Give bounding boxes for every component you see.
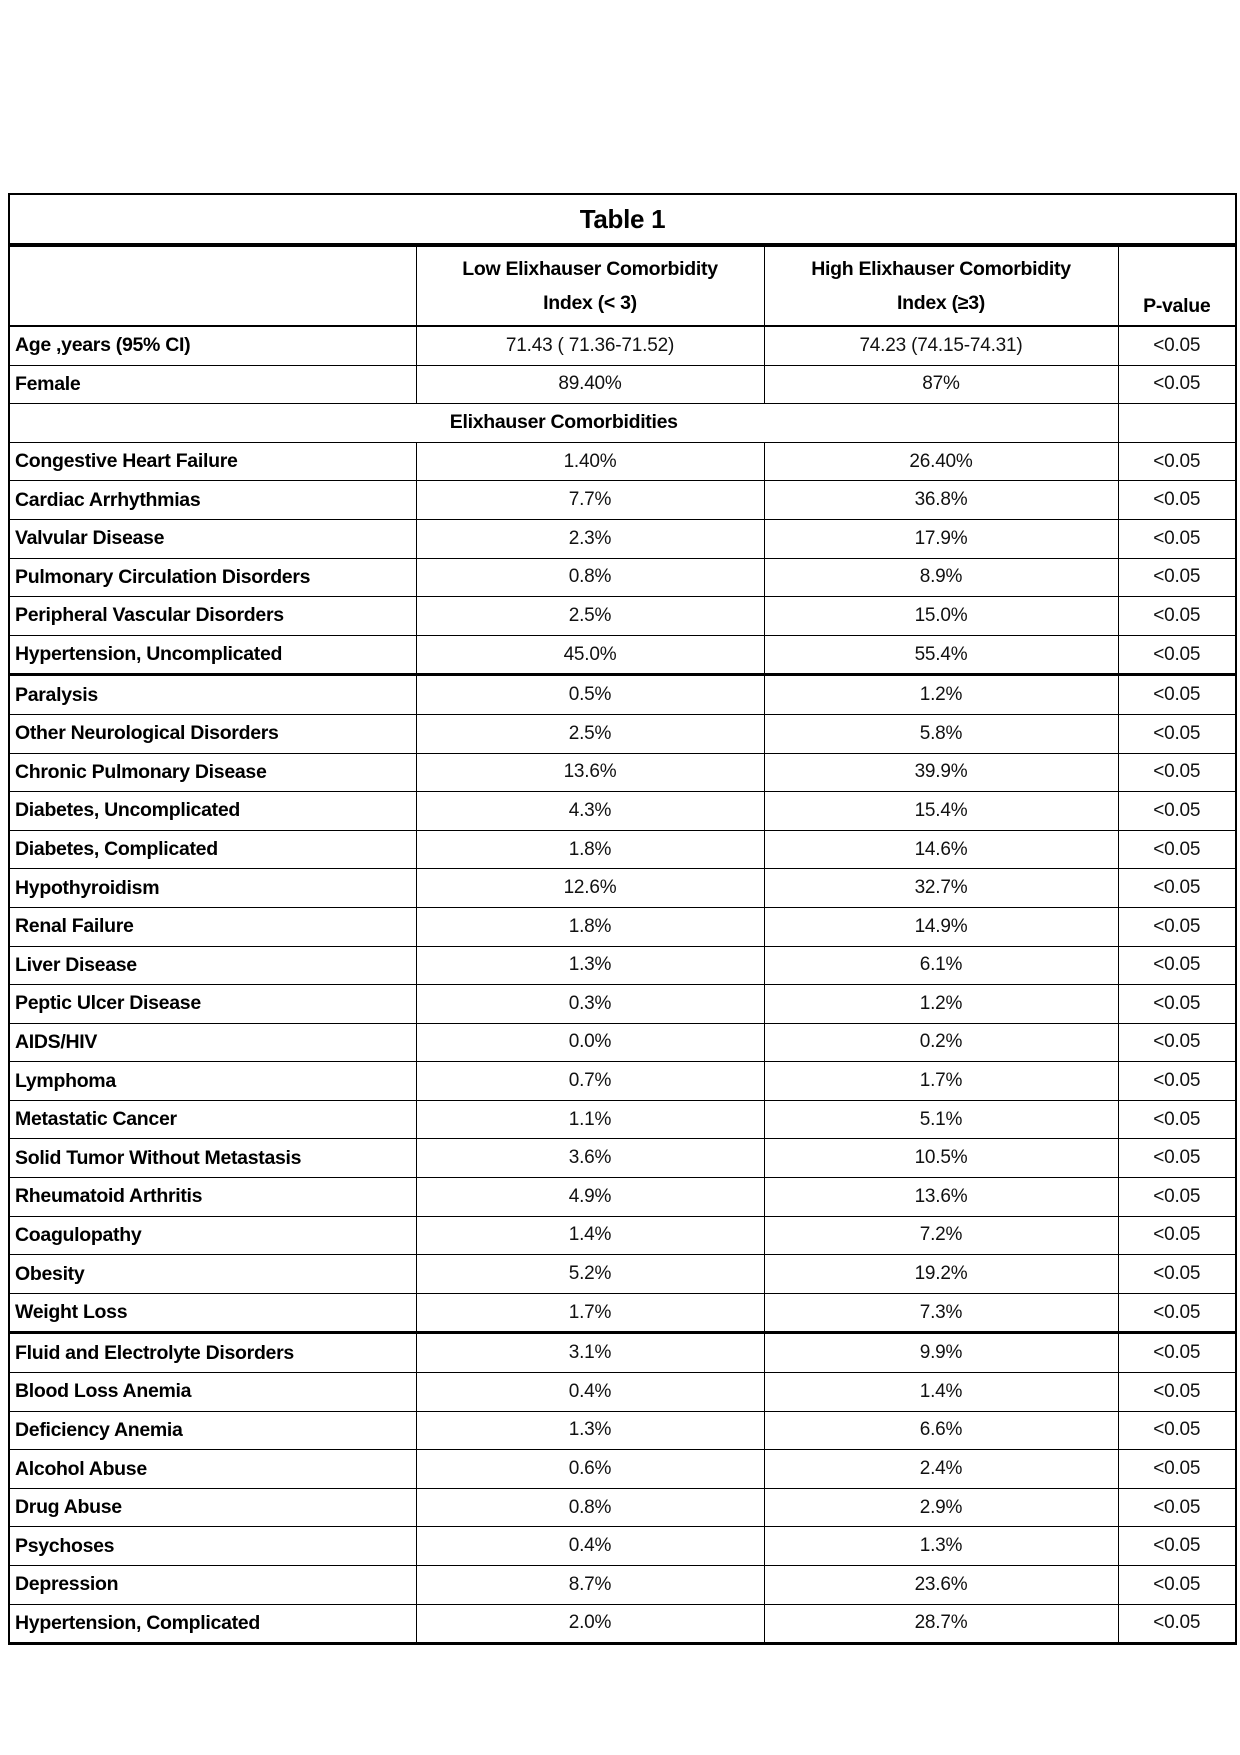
table-row [9, 792, 1236, 831]
high-index-column-header [764, 245, 1118, 326]
low-value-cell: 1.8% [416, 907, 764, 946]
low-index-header-line2: Index (< 3) [543, 292, 637, 314]
section-title: Elixhauser Comorbidities [9, 404, 1118, 443]
high-value-cell: 1.4% [764, 1373, 1118, 1412]
p-value-cell: <0.05 [1118, 1373, 1236, 1412]
section-row [9, 404, 1236, 443]
low-value-cell: 2.5% [416, 597, 764, 636]
high-value-cell: 1.2% [764, 985, 1118, 1024]
row-label: Age ,years (95% CI) [9, 326, 416, 365]
table-row [9, 869, 1236, 908]
low-value-cell: 1.1% [416, 1100, 764, 1139]
high-value-cell: 0.2% [764, 1023, 1118, 1062]
table-row [9, 1527, 1236, 1566]
p-value-cell: <0.05 [1118, 714, 1236, 753]
low-value-cell: 89.40% [416, 365, 764, 404]
table-row [9, 1100, 1236, 1139]
table-body [9, 326, 1236, 1644]
high-value-cell: 17.9% [764, 519, 1118, 558]
p-value-cell: <0.05 [1118, 442, 1236, 481]
high-value-cell: 6.6% [764, 1411, 1118, 1450]
high-value-cell: 14.9% [764, 907, 1118, 946]
row-label: Solid Tumor Without Metastasis [9, 1139, 416, 1178]
table-row [9, 1333, 1236, 1373]
p-value-cell: <0.05 [1118, 1411, 1236, 1450]
table-header-row [9, 245, 1236, 326]
p-value-cell: <0.05 [1118, 675, 1236, 715]
high-value-cell: 32.7% [764, 869, 1118, 908]
p-value-cell: <0.05 [1118, 1100, 1236, 1139]
low-index-header-line1: Low Elixhauser Comorbidity [462, 258, 718, 280]
table-title-row [9, 194, 1236, 245]
row-label: Deficiency Anemia [9, 1411, 416, 1450]
table-row [9, 481, 1236, 520]
row-label: Diabetes, Uncomplicated [9, 792, 416, 831]
low-value-cell: 2.5% [416, 714, 764, 753]
p-value-cell: <0.05 [1118, 946, 1236, 985]
p-value-cell: <0.05 [1118, 1293, 1236, 1333]
table-row [9, 753, 1236, 792]
table-row [9, 1255, 1236, 1294]
table-row [9, 1604, 1236, 1644]
low-value-cell: 0.0% [416, 1023, 764, 1062]
low-value-cell: 0.7% [416, 1062, 764, 1101]
p-value-cell: <0.05 [1118, 869, 1236, 908]
p-value-cell: <0.05 [1118, 907, 1236, 946]
p-value-cell: <0.05 [1118, 1023, 1236, 1062]
table-row [9, 1139, 1236, 1178]
row-label: Peptic Ulcer Disease [9, 985, 416, 1024]
table-row [9, 830, 1236, 869]
row-label: Alcohol Abuse [9, 1450, 416, 1489]
p-value-cell: <0.05 [1118, 1139, 1236, 1178]
high-value-cell: 2.4% [764, 1450, 1118, 1489]
table-row [9, 907, 1236, 946]
p-value-cell: <0.05 [1118, 597, 1236, 636]
high-value-cell: 10.5% [764, 1139, 1118, 1178]
high-value-cell: 14.6% [764, 830, 1118, 869]
low-value-cell: 0.8% [416, 558, 764, 597]
p-value-cell: <0.05 [1118, 365, 1236, 404]
row-label: Metastatic Cancer [9, 1100, 416, 1139]
high-value-cell: 36.8% [764, 481, 1118, 520]
high-value-cell: 13.6% [764, 1178, 1118, 1217]
row-label: Weight Loss [9, 1293, 416, 1333]
high-value-cell: 8.9% [764, 558, 1118, 597]
high-value-cell: 23.6% [764, 1566, 1118, 1605]
low-value-cell: 2.3% [416, 519, 764, 558]
table-row [9, 597, 1236, 636]
p-value-cell: <0.05 [1118, 1488, 1236, 1527]
row-label: Diabetes, Complicated [9, 830, 416, 869]
row-label: Lymphoma [9, 1062, 416, 1101]
low-value-cell: 7.7% [416, 481, 764, 520]
low-value-cell: 71.43 ( 71.36-71.52) [416, 326, 764, 365]
low-value-cell: 2.0% [416, 1604, 764, 1644]
row-label: Obesity [9, 1255, 416, 1294]
high-value-cell: 7.3% [764, 1293, 1118, 1333]
low-value-cell: 0.6% [416, 1450, 764, 1489]
table-row [9, 675, 1236, 715]
high-value-cell: 9.9% [764, 1333, 1118, 1373]
high-value-cell: 87% [764, 365, 1118, 404]
row-label: Rheumatoid Arthritis [9, 1178, 416, 1217]
table-row [9, 946, 1236, 985]
row-label: Valvular Disease [9, 519, 416, 558]
low-value-cell: 1.7% [416, 1293, 764, 1333]
table-row [9, 985, 1236, 1024]
p-value-cell: <0.05 [1118, 1527, 1236, 1566]
p-value-column-header: P-value [1118, 245, 1236, 326]
table-row [9, 1178, 1236, 1217]
row-label: Chronic Pulmonary Disease [9, 753, 416, 792]
table-row [9, 635, 1236, 675]
high-index-header-line2: Index (≥3) [897, 292, 985, 314]
row-label: Renal Failure [9, 907, 416, 946]
row-label: Depression [9, 1566, 416, 1605]
table-row [9, 558, 1236, 597]
table-row [9, 1062, 1236, 1101]
high-value-cell: 1.7% [764, 1062, 1118, 1101]
p-value-cell: <0.05 [1118, 558, 1236, 597]
low-value-cell: 8.7% [416, 1566, 764, 1605]
low-value-cell: 0.8% [416, 1488, 764, 1527]
table-row [9, 1373, 1236, 1412]
high-value-cell: 26.40% [764, 442, 1118, 481]
row-label: Psychoses [9, 1527, 416, 1566]
low-value-cell: 3.1% [416, 1333, 764, 1373]
high-value-cell: 7.2% [764, 1216, 1118, 1255]
high-value-cell: 55.4% [764, 635, 1118, 675]
table-row [9, 1411, 1236, 1450]
p-value-cell: <0.05 [1118, 519, 1236, 558]
row-label: Coagulopathy [9, 1216, 416, 1255]
p-value-cell: <0.05 [1118, 1333, 1236, 1373]
p-value-cell: <0.05 [1118, 1178, 1236, 1217]
row-label: Cardiac Arrhythmias [9, 481, 416, 520]
low-value-cell: 12.6% [416, 869, 764, 908]
low-value-cell: 5.2% [416, 1255, 764, 1294]
low-value-cell: 1.4% [416, 1216, 764, 1255]
p-value-cell: <0.05 [1118, 1450, 1236, 1489]
high-value-cell: 1.3% [764, 1527, 1118, 1566]
high-value-cell: 15.4% [764, 792, 1118, 831]
row-label: Drug Abuse [9, 1488, 416, 1527]
low-value-cell: 0.4% [416, 1527, 764, 1566]
low-value-cell: 0.3% [416, 985, 764, 1024]
low-value-cell: 1.8% [416, 830, 764, 869]
high-value-cell: 5.8% [764, 714, 1118, 753]
row-label: Hypothyroidism [9, 869, 416, 908]
table-row [9, 326, 1236, 365]
p-value-cell: <0.05 [1118, 792, 1236, 831]
empty-header-cell [9, 245, 416, 326]
row-label: Pulmonary Circulation Disorders [9, 558, 416, 597]
low-value-cell: 45.0% [416, 635, 764, 675]
p-value-cell: <0.05 [1118, 635, 1236, 675]
p-value-cell: <0.05 [1118, 326, 1236, 365]
p-value-cell: <0.05 [1118, 1255, 1236, 1294]
p-value-cell: <0.05 [1118, 1604, 1236, 1644]
high-value-cell: 2.9% [764, 1488, 1118, 1527]
low-value-cell: 4.9% [416, 1178, 764, 1217]
low-value-cell: 13.6% [416, 753, 764, 792]
low-value-cell: 1.3% [416, 946, 764, 985]
row-label: Other Neurological Disorders [9, 714, 416, 753]
high-value-cell: 15.0% [764, 597, 1118, 636]
table-row [9, 1488, 1236, 1527]
table-row [9, 1450, 1236, 1489]
high-value-cell: 39.9% [764, 753, 1118, 792]
p-value-cell: <0.05 [1118, 830, 1236, 869]
high-value-cell: 5.1% [764, 1100, 1118, 1139]
high-value-cell: 74.23 (74.15-74.31) [764, 326, 1118, 365]
low-value-cell: 4.3% [416, 792, 764, 831]
p-value-cell: <0.05 [1118, 753, 1236, 792]
row-label: Female [9, 365, 416, 404]
row-label: Hypertension, Uncomplicated [9, 635, 416, 675]
table-title: Table 1 [9, 194, 1236, 245]
row-label: Blood Loss Anemia [9, 1373, 416, 1412]
low-value-cell: 1.3% [416, 1411, 764, 1450]
low-value-cell: 1.40% [416, 442, 764, 481]
row-label: Liver Disease [9, 946, 416, 985]
low-value-cell: 0.5% [416, 675, 764, 715]
p-value-cell: <0.05 [1118, 481, 1236, 520]
high-value-cell: 6.1% [764, 946, 1118, 985]
table-row [9, 1023, 1236, 1062]
row-label: Paralysis [9, 675, 416, 715]
low-value-cell: 3.6% [416, 1139, 764, 1178]
p-value-cell: <0.05 [1118, 1566, 1236, 1605]
table-row [9, 1293, 1236, 1333]
high-value-cell: 1.2% [764, 675, 1118, 715]
high-index-header-line1: High Elixhauser Comorbidity [811, 258, 1071, 280]
table-row [9, 1566, 1236, 1605]
row-label: Hypertension, Complicated [9, 1604, 416, 1644]
table-row [9, 365, 1236, 404]
row-label: Peripheral Vascular Disorders [9, 597, 416, 636]
p-value-cell [1118, 404, 1236, 443]
comorbidity-table [8, 193, 1237, 1645]
high-value-cell: 28.7% [764, 1604, 1118, 1644]
row-label: Fluid and Electrolyte Disorders [9, 1333, 416, 1373]
high-value-cell: 19.2% [764, 1255, 1118, 1294]
low-index-column-header [416, 245, 764, 326]
row-label: AIDS/HIV [9, 1023, 416, 1062]
table-row [9, 442, 1236, 481]
table-row [9, 1216, 1236, 1255]
p-value-cell: <0.05 [1118, 1062, 1236, 1101]
table-row [9, 519, 1236, 558]
p-value-cell: <0.05 [1118, 985, 1236, 1024]
low-value-cell: 0.4% [416, 1373, 764, 1412]
row-label: Congestive Heart Failure [9, 442, 416, 481]
table-row [9, 714, 1236, 753]
p-value-cell: <0.05 [1118, 1216, 1236, 1255]
